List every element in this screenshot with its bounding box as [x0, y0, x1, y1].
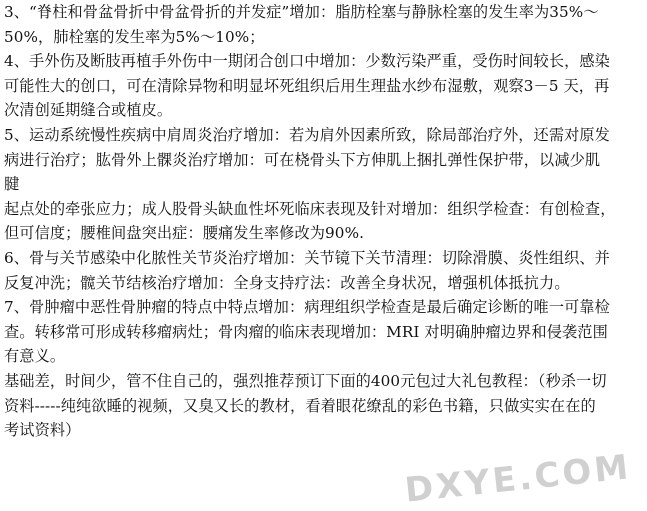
text-line: 次清创延期缝合或植皮。: [4, 101, 173, 120]
text-line: 查。转移常可形成转移瘤病灶；骨肉瘤的临床表现增加：MRI 对明确肿瘤边界和侵袭范围: [4, 322, 608, 341]
text-line: 但可信度；腰椎间盘突出症：腰痛发生率修改为90%.: [4, 224, 365, 243]
text-line: 考试资料）: [4, 421, 81, 440]
text-line: 可能性大的创口，可在清除异物和明显坏死组织后用生理盐水纱布湿敷，观察3－5 天，再: [4, 76, 610, 95]
site-watermark: DXYE.COM: [403, 447, 633, 511]
text-line: 5、运动系统慢性疾病中肩周炎治疗增加：若为肩外因素所致，除局部治疗外，还需对原发: [4, 125, 610, 144]
text-line: 3、“脊柱和骨盆骨折中骨盆骨折的并发症”增加：脂肪栓塞与静脉栓塞的发生率为35%～: [4, 3, 599, 21]
text-line: 病进行治疗；肱骨外上髁炎治疗增加：可在桡骨头下方伸肌上捆扎弹性保护带，以减少肌: [4, 150, 601, 169]
text-line: 6、骨与关节感染中化脓性关节炎治疗增加：关节镜下关节清理：切除滑膜、炎性组织、并: [4, 248, 610, 267]
text-line: 4、手外伤及断肢再植手外伤中一期闭合创口中增加：少数污染严重，受伤时间较长，感染: [4, 52, 610, 71]
text-line: 起点处的牵张应力；成人股骨头缺血性坏死临床表现及针对增加：组织学检查：有创检查，: [4, 199, 616, 218]
text-line: 50%，肺栓塞的发生率为5%～10%；: [4, 27, 265, 46]
text-line: 腱: [4, 175, 20, 194]
text-line: 基础差，时间少，管不住自己的，强烈推荐预订下面的400元包过大礼包教程：（秒杀一切: [4, 371, 607, 390]
text-line: 7、骨肿瘤中恶性骨肿瘤的特点中特点增加：病理组织学检查是最后确定诊断的唯一可靠检: [4, 298, 610, 317]
text-line: 反复冲洗；髋关节结核治疗增加：全身支持疗法：改善全身状况，增强机体抵抗力。: [4, 273, 570, 292]
document-body: [4, 0, 644, 443]
text-line: 资料-----纯纯欲睡的视频，又臭又长的教材，看着眼花缭乱的彩色书籍，只做实实在在的: [4, 396, 596, 415]
text-line: 有意义。: [4, 347, 66, 366]
